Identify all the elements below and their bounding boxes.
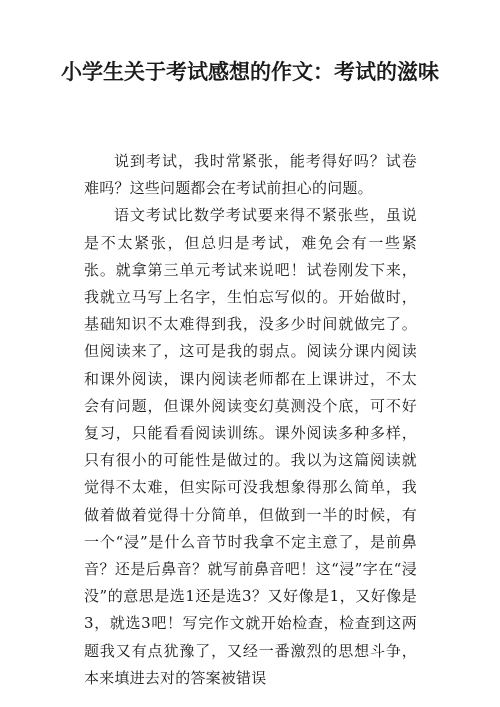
document-body xyxy=(84,148,417,692)
paragraph-2: 语文考试比数学考试要来得不紧张些，虽说是不太紧张，但总归是考试，难免会有一些紧张。就拿第三单元考试来说吧！试卷刚发下来，我就立马写上名字，生怕忘写似的。开始做时，基础知识不太难得到我，没多少时间就做完了。但阅读来了，这可是我的弱点。阅读分课内阅读和课外阅读，课内阅读老师都在上课讲过，不太会有问题，但课外阅读变幻莫测没个底，可不好复习，只能看看阅读训练。课外阅读多种多样，只有很小的可能性是做过的。我以为这篇阅读就觉得不太难，但实际可没我想象得那么简单，我做着做着觉得十分简单，但做到一半的时候，有一个“浸”是什么音节时我拿不定主意了，是前鼻音？还是后鼻音？就写前鼻音吧！这“浸”字在“浸没”的意思是选1还是选3？又好像是1，又好像是3，就选3吧！写完作文就开始检查，检查到这两题我又有点犹豫了，又经一番激烈的思想斗争，本来填进去对的答案被错误 xyxy=(84,206,417,687)
paragraph-1: 说到考试，我时常紧张，能考得好吗？试卷难吗？这些问题都会在考试前担心的问题。 xyxy=(84,152,417,198)
document-title: 小学生关于考试感想的作文：考试的滋味 xyxy=(61,60,439,84)
